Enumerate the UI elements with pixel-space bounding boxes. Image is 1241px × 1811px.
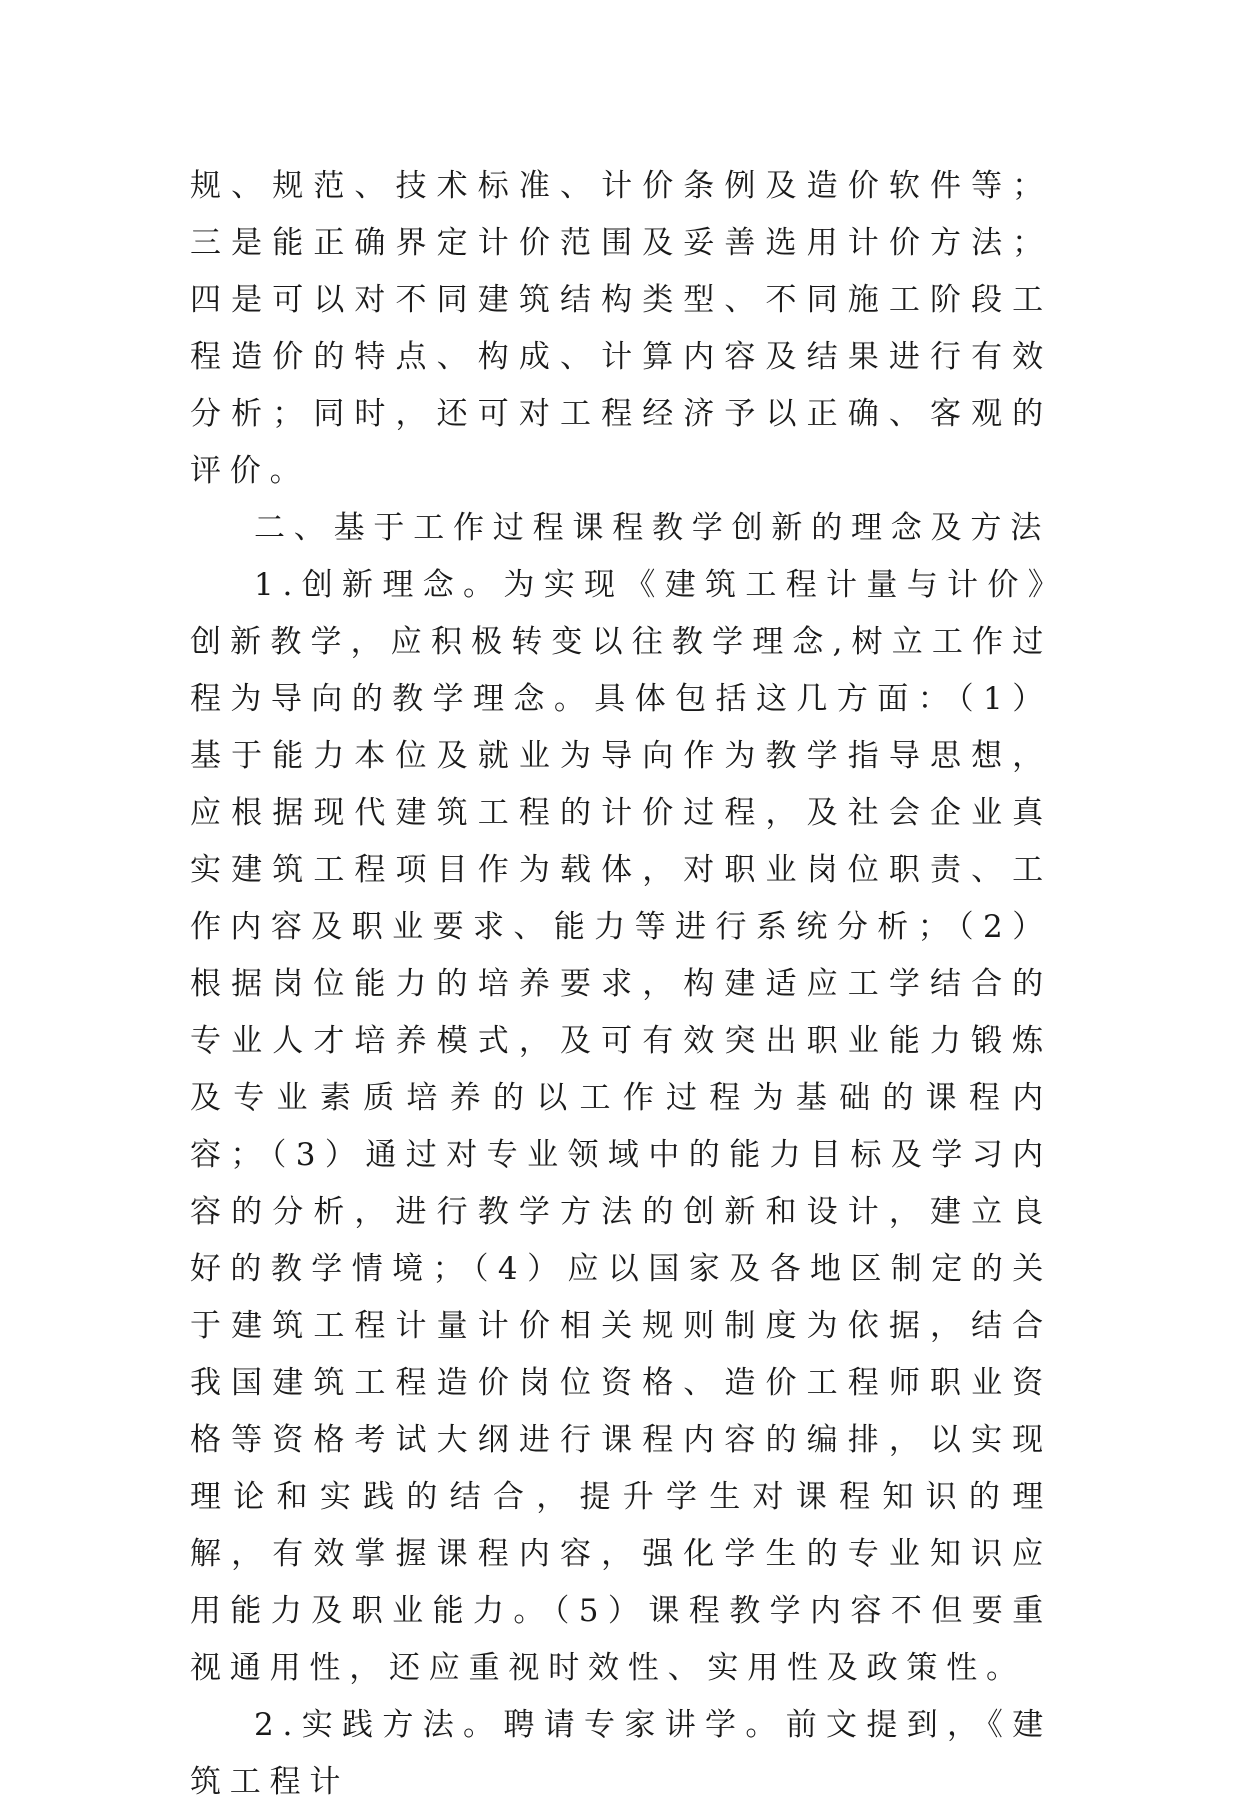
section-heading: 二、基于工作过程课程教学创新的理念及方法: [254, 510, 1050, 546]
document-body: [190, 158, 1052, 1811]
paragraph-practice-method: 2.实践方法。聘请专家讲学。前文提到，《建筑工程计: [190, 1707, 1052, 1800]
paragraph-innovation-concept: 1.创新理念。为实现《建筑工程计量与计价》创新教学，应积极转变以往教学理念,树立工作过程为导向的教学理念。具体包括这几方面：（1）基于能力本位及就业为导向作为教学指导思想，应根据现代建筑工程的计价过程，及社会企业真实建筑工程项目作为载体，对职业岗位职责、工作内容及职业要求、能力等进行系统分析；（2）根据岗位能力的培养要求，构建适应工学结合的专业人才培养模式，及可有效突出职业能力锻炼及专业素质培养的以工作过程为基础的课程内容；（3）通过对专业领域中的能力目标及学习内容的分析，进行教学方法的创新和设计，建立良好的教学情境；（4）应以国家及各地区制定的关于建筑工程计量计价相关规则制度为依据，结合我国建筑工程造价岗位资格、造价工程师职业资格等资格考试大纲进行课程内容的编排，以实现理论和实践的结合，提升学生对课程知识的理解，有效掌握课程内容，强化学生的专业知识应用能力及职业能力。（5）课程教学内容不但要重视通用性，还应重视时效性、实用性及政策性。: [190, 567, 1052, 1686]
paragraph-continuation: 规、规范、技术标准、计价条例及造价软件等；三是能正确界定计价范围及妥善选用计价方法；四是可以对不同建筑结构类型、不同施工阶段工程造价的特点、构成、计算内容及结果进行有效分析；同时，还可对工程经济予以正确、客观的评价。: [190, 168, 1052, 489]
